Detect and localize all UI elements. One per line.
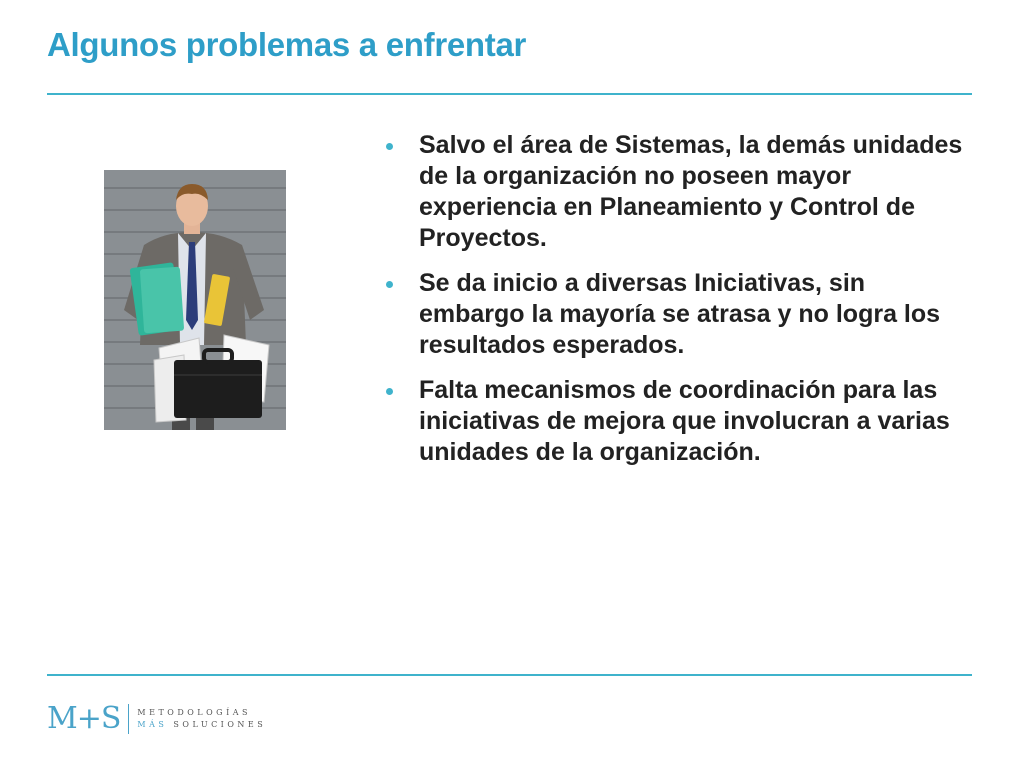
bullet-dot-icon (386, 388, 393, 395)
businessman-photo (104, 170, 286, 430)
logo-tagline (137, 708, 266, 730)
bullet-text: Se da inicio a diversas Iniciativas, sin embargo la mayoría se atrasa y no logra los resultados esperados. (419, 269, 941, 359)
bullet-dot-icon (386, 281, 393, 288)
bullet-text: Falta mecanismos de coordinación para las iniciativas de mejora que involucran a varias unidades de la organización. (419, 376, 950, 466)
bullet-item (384, 375, 964, 468)
slide-title: Algunos problemas a enfrentar (47, 26, 527, 63)
logo-line-2-rest: SOLUCIONES (173, 720, 267, 729)
title-divider (47, 93, 972, 95)
logo-line-2 (137, 720, 266, 730)
logo-mark: M+S (47, 701, 121, 736)
footer-divider (47, 674, 972, 676)
logo-separator (128, 704, 129, 734)
bullet-item (384, 268, 964, 361)
bullet-dot-icon (386, 143, 393, 150)
logo-line-2-accent: MÁS (137, 720, 168, 729)
bullet-item (384, 130, 964, 254)
bullet-list (384, 130, 964, 482)
logo-line-1: METODOLOGÍAS (137, 708, 251, 717)
bullet-text: Salvo el área de Sistemas, la demás unidades de la organización no poseen mayor experiencia en Planeamiento y Control de Proyectos. (419, 131, 963, 252)
company-logo (47, 702, 266, 736)
